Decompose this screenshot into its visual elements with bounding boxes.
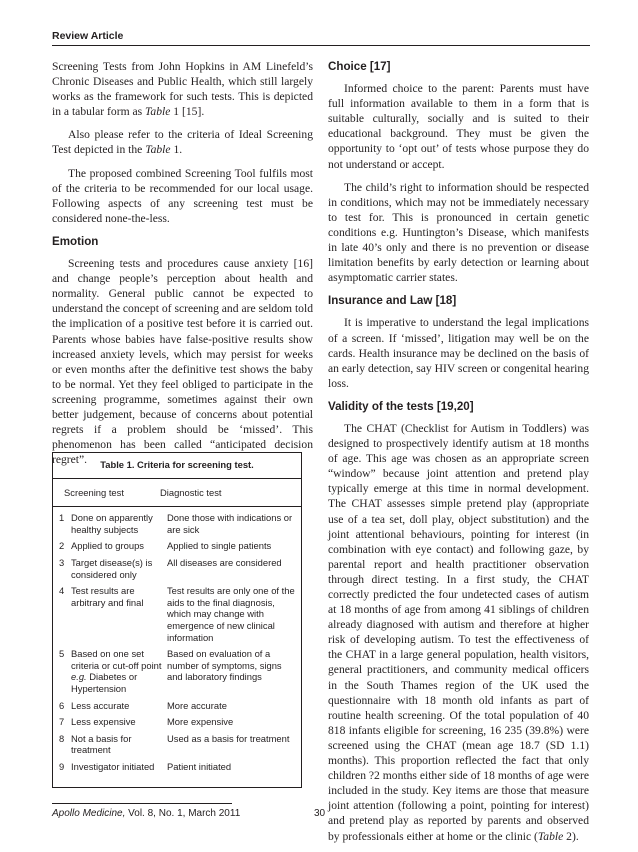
table-ref: Table bbox=[145, 143, 171, 157]
table-row bbox=[59, 716, 295, 728]
cell: Used as a basis for treatment bbox=[167, 732, 290, 744]
cell: Test results are only one of the aids to the final diagnosis, which may change with emergence of new clinical information bbox=[167, 585, 295, 643]
text-run: 2). bbox=[563, 829, 579, 843]
section-heading-emotion: Emotion bbox=[52, 234, 99, 248]
left-column bbox=[52, 59, 313, 475]
paragraph bbox=[52, 127, 313, 157]
criteria-table bbox=[52, 452, 302, 788]
section-heading-choice: Choice [17] bbox=[328, 60, 391, 73]
issue-info: Vol. 8, No. 1, March 2011 bbox=[125, 808, 241, 819]
cell bbox=[71, 648, 167, 694]
header-rule bbox=[52, 45, 590, 46]
row-number: 2 bbox=[59, 540, 65, 552]
journal-name: Apollo Medicine, bbox=[52, 808, 126, 819]
paragraph: The proposed combined Screening Tool fulfils most of the criteria to be recommended for our local usage. Following aspects of any screening test must be considered none-the-less. bbox=[52, 166, 313, 225]
text-run: Based on one set criteria or cut-off point bbox=[71, 648, 162, 671]
column-header: Screening test bbox=[64, 486, 124, 498]
row-number: 5 bbox=[59, 648, 65, 660]
cell: Done on apparently healthy subjects bbox=[71, 512, 153, 535]
cell: Investigator initiated bbox=[71, 760, 155, 772]
table-row bbox=[59, 648, 295, 694]
table-row bbox=[59, 557, 295, 580]
column-header: Diagnostic test bbox=[160, 486, 222, 498]
paragraph: It is imperative to understand the legal implications of a screen. If ‘missed’, litigation may well be on the cards. Health insurance may be declined on the basis of an early detection, say HIV screen or congenital hearing loss. bbox=[328, 316, 589, 390]
text-run: Screening Tests from John Hopkins in AM Linefeld’s Chronic Diseases and Public Health, which still largely works as the framework for such tests. This is depicted in a tabular form as bbox=[52, 60, 313, 119]
section-heading-insurance: Insurance and Law [18] bbox=[328, 294, 457, 308]
table-ref: Table bbox=[145, 105, 171, 119]
table-row bbox=[59, 585, 295, 643]
cell: All diseases are considered bbox=[167, 556, 282, 568]
cell: Less accurate bbox=[71, 699, 130, 711]
row-number: 3 bbox=[59, 556, 65, 568]
cell: Patient initiated bbox=[167, 760, 232, 772]
paragraph: Screening tests and procedures cause anxiety [16] and change people’s perception about health and normality. General public cannot be expected to understand the concept of screening and are seldom told the implication of a positive test before it is carried out. Parents whose babies have false-positive results show increased anxiety levels, which may persist for weeks or even months after the definitive test shows the baby to be normal. Yet they feel obliged to participate in the screening programme, sometimes against their own better judgement, because of concerns about potential regrets if a problem should be ‘missed’. This phenomenon has been called “anticipated decision regret”. bbox=[52, 257, 313, 467]
cell: Done those with indications or are sick bbox=[167, 512, 293, 535]
table-row bbox=[59, 512, 295, 535]
table-ref: Table bbox=[537, 829, 564, 843]
row-number: 6 bbox=[59, 699, 65, 711]
text-run: 1. bbox=[170, 143, 183, 157]
text-run: Diabetes or Hypertension bbox=[71, 671, 138, 694]
cell: Based on evaluation of a number of symptoms, signs and laboratory findings bbox=[167, 648, 282, 683]
footer-rule bbox=[52, 803, 232, 804]
cell: Not a basis for treatment bbox=[71, 732, 132, 756]
paragraph: Informed choice to the parent: Parents must have full information available to them in a form that is suitable culturally, socially and is suited to their educational background. They must be given the opportunity to ‘opt out’ of tests whose purpose they do not understand or accept. bbox=[328, 82, 589, 171]
table-row bbox=[59, 761, 295, 773]
row-number: 1 bbox=[59, 512, 65, 524]
text-run: Also please refer to the criteria of Ideal Screening Test depicted in the bbox=[52, 128, 313, 157]
cell: Applied to single patients bbox=[167, 540, 272, 552]
running-header: Review Article bbox=[52, 30, 124, 42]
paragraph bbox=[328, 421, 589, 844]
footer-citation bbox=[52, 808, 240, 819]
page-number: 30 bbox=[314, 808, 326, 819]
table-header-row bbox=[53, 479, 301, 507]
table-row bbox=[59, 700, 295, 712]
text-run: The CHAT (Checklist for Autism in Toddlers) was designed to prospectively identify autism at 18 months of age. This age was chosen as an appropriate screen “window” because joint attention and pretend play typically emerge at this time in normal development. The CHAT assesses simple pretend play (appropriate use of a tea set, doll play, object substitution) and the joint attentional behaviours, pointing for interest (in combination with eye contact) and following gaze, by parental report and health practitioner observation through direct testing. In a first study, the CHAT correctly predicted the four undetected cases of autism at 18 months of age from among 41 siblings of children already diagnosed with autism and therefore at higher risk of developing autism. To test the effectiveness of the CHAT in a large general population, health visitors, general practitioners, and community medical officers in the South Thames region of the UK used the questionnaire with 18 month old infants as part of routine health screening. Of the total population of 40 818 infants eligible for screening, 16 235 (39.8%) were screened using the CHAT (mean age 18.7 (SD 1.1) months). This proportion reflected the fact that only children ?2 months either side of 18 months of age were included in the study. Key items are those that measure joint attention (following a point, pointing for interest) and pretend play as reported by parents and observed by professionals either at home or the clinic ( bbox=[328, 421, 589, 843]
table-title: Table 1. Criteria for screening test. bbox=[100, 459, 254, 470]
row-number: 9 bbox=[59, 760, 65, 772]
cell: Applied to groups bbox=[71, 540, 144, 552]
cell: Target disease(s) is considered only bbox=[71, 556, 153, 580]
right-column bbox=[328, 59, 589, 852]
cell: More expensive bbox=[167, 716, 234, 728]
table-row bbox=[59, 733, 295, 756]
cell: Test results are arbitrary and final bbox=[71, 585, 144, 608]
table-row bbox=[59, 540, 295, 552]
row-number: 4 bbox=[59, 585, 65, 597]
paragraph bbox=[52, 59, 313, 119]
cell: Less expensive bbox=[71, 716, 136, 728]
text-run: e.g. bbox=[71, 671, 87, 683]
cell: More accurate bbox=[167, 699, 227, 711]
table-body bbox=[53, 507, 301, 772]
row-number: 8 bbox=[59, 732, 65, 744]
section-heading-validity: Validity of the tests [19,20] bbox=[328, 399, 474, 413]
row-number: 7 bbox=[59, 716, 65, 728]
paragraph: The child’s right to information should be respected in conditions, which may not be immediately necessary to test for. This is pronounced in certain genetic conditions e.g. Huntington’s Disease, which manifests in late 40’s only and there is no prevention or disease limitation benefits by early detection or learning about asymptomatic carrier states. bbox=[328, 180, 589, 285]
text-run: 1 [15]. bbox=[170, 105, 205, 119]
